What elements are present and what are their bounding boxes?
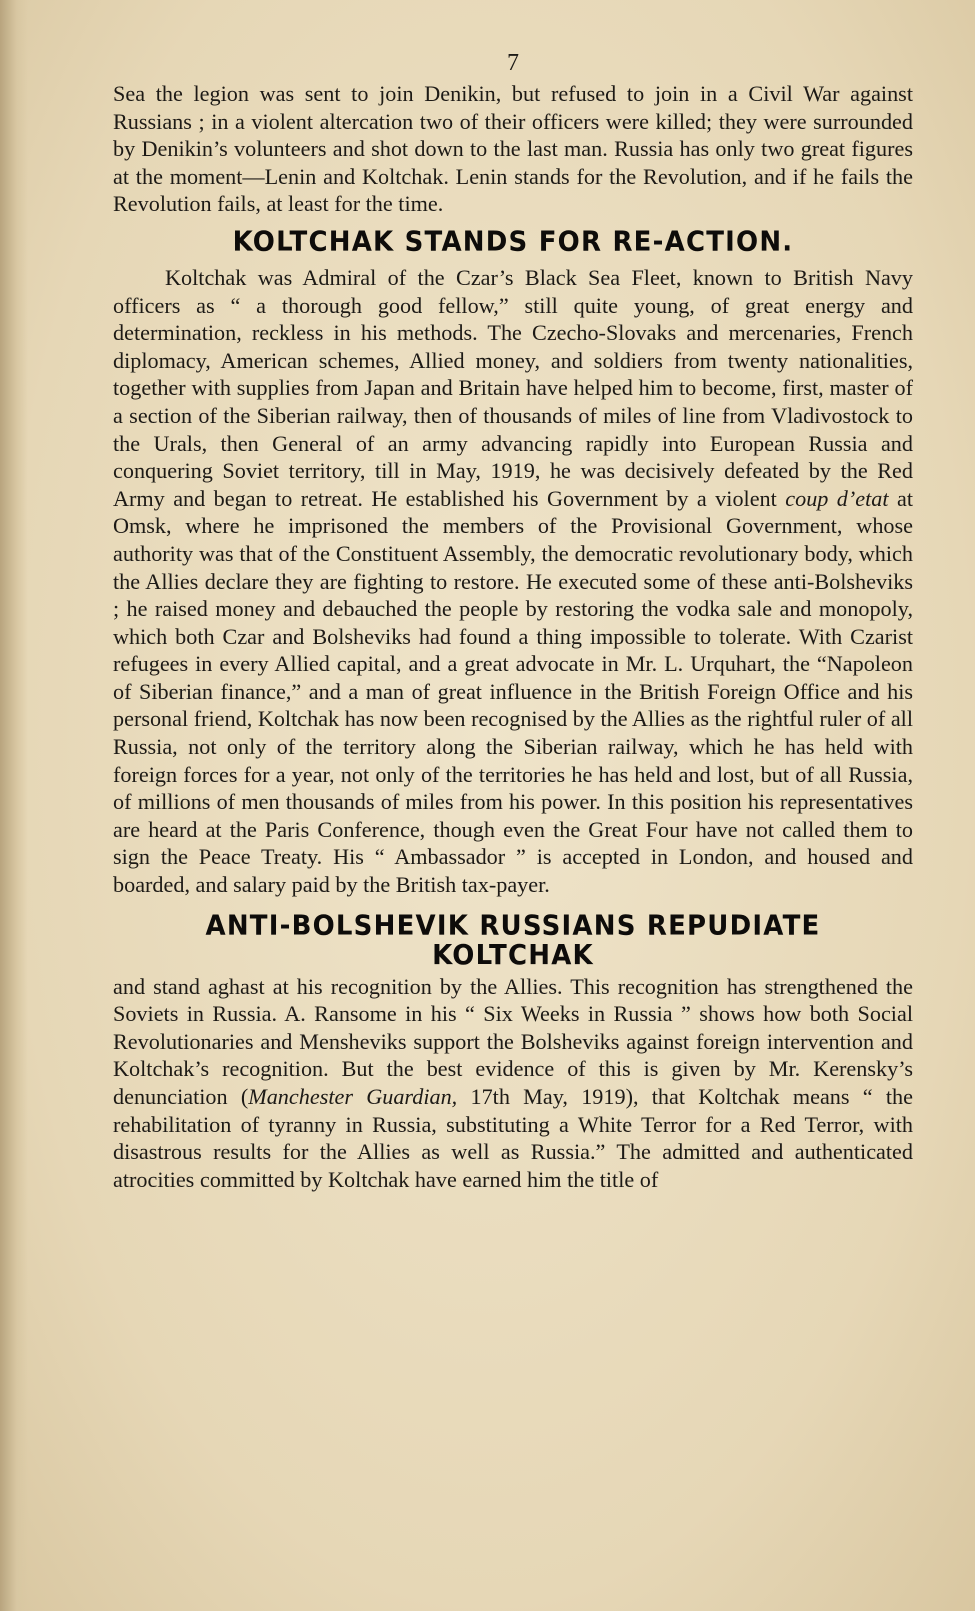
page-number: 7: [507, 50, 519, 76]
paragraph-text: Koltchak was Admiral of the Czar’s Black Sea Fleet, known to British Navy officers as “ a thorough good fellow,” still quite young, of great energy and determination, reckless in his methods. The Czecho-Slovaks and mercenaries, French diplomacy, American schemes, Allied money, and soldiers from twenty nationalities, together with supplies from Japan and Britain have helped him to become, first, master of a section of the Siberian railway, then of thousands of miles of line from Vladivostock to the Urals, then General of an army advancing rapidly into European Russia and conquering Soviet territory, till in May, 1919, he was decisively defeated by the Red Army and began to retreat. He established his Government by a violent: [113, 264, 913, 511]
page-spine-shadow: [0, 0, 28, 1611]
heading-line: KOLTCHAK: [432, 939, 594, 972]
heading-anti-bolshevik: [113, 911, 913, 970]
paragraph-text: 17th May, 1919), that Koltchak means “ the rehabilitation of tyranny in Russia, substituting a White Terror for a Red Terror, with disastrous results for the Allies as well as Russia.” The admitted and authenticated atrocities committed by Koltchak have earned him the title of: [113, 1084, 913, 1192]
paragraph-koltchak-admiral: [113, 264, 913, 899]
document-page: [113, 48, 913, 1193]
italic-phrase-coup: coup d’etat: [785, 485, 889, 511]
italic-phrase-guardian: Manchester Guardian,: [248, 1084, 458, 1109]
paragraph-text: and stand aghast at his recognition by the Allies. This recognition has strengthened the Soviets in Russia. A. Ransome in his “ Six Weeks in Russia ” shows how both Social Revolutionaries and Mensheviks support the Bolsheviks against foreign intervention and Koltchak’s recognition. But the best evidence of this is given by Mr. Kerensky’s denunciation (: [113, 973, 913, 1109]
paragraph-recognition: [113, 973, 913, 1194]
heading-koltchak-reaction: KOLTCHAK STANDS FOR RE-ACTION.: [232, 226, 794, 258]
paragraph-text: at Omsk, where he imprisoned the members of the Provisional Government, whose authority was that of the Constituent Assembly, the democratic revolutionary body, which the Allies declare they are fighting to restore. He executed some of these anti-Bolsheviks ; he raised money and debauched the people by restoring the vodka sale and monopoly, which both Czar and Bolsheviks had found a thing impossible to tolerate. With Czarist refugees in every Allied capital, and a great advocate in Mr. L. Urquhart, the “Napoleon of Siberian finance,” and a man of great influence in the British Foreign Office and his personal friend, Koltchak has now been recognised by the Allies as the rightful ruler of all Russia, not only of the territory along the Siberian railway, which he has held with foreign forces for a year, not only of the territories he has held and lost, but of all Russia, of millions of men thousands of miles from his power. In this position his representatives are heard at the Paris Conference, though even the Great Four have not called them to sign the Peace Treaty. His “ Ambassador ” is accepted in London, and housed and boarded, and salary paid by the British tax-payer.: [113, 485, 914, 898]
paragraph-lenin-koltchak: Sea the legion was sent to join Denikin, but refused to join in a Civil War against Russians ; in a violent altercation two of their officers were killed; they were surrounded by Denikin’s volunteers and shot down to the last man. Russia has only two great figures at the moment—Lenin and Koltchak. Lenin stands for the Revolution, and if he fails the Revolution fails, at least for the time.: [113, 81, 913, 217]
heading-line: ANTI-BOLSHEVIK RUSSIANS REPUDIATE: [205, 910, 821, 942]
